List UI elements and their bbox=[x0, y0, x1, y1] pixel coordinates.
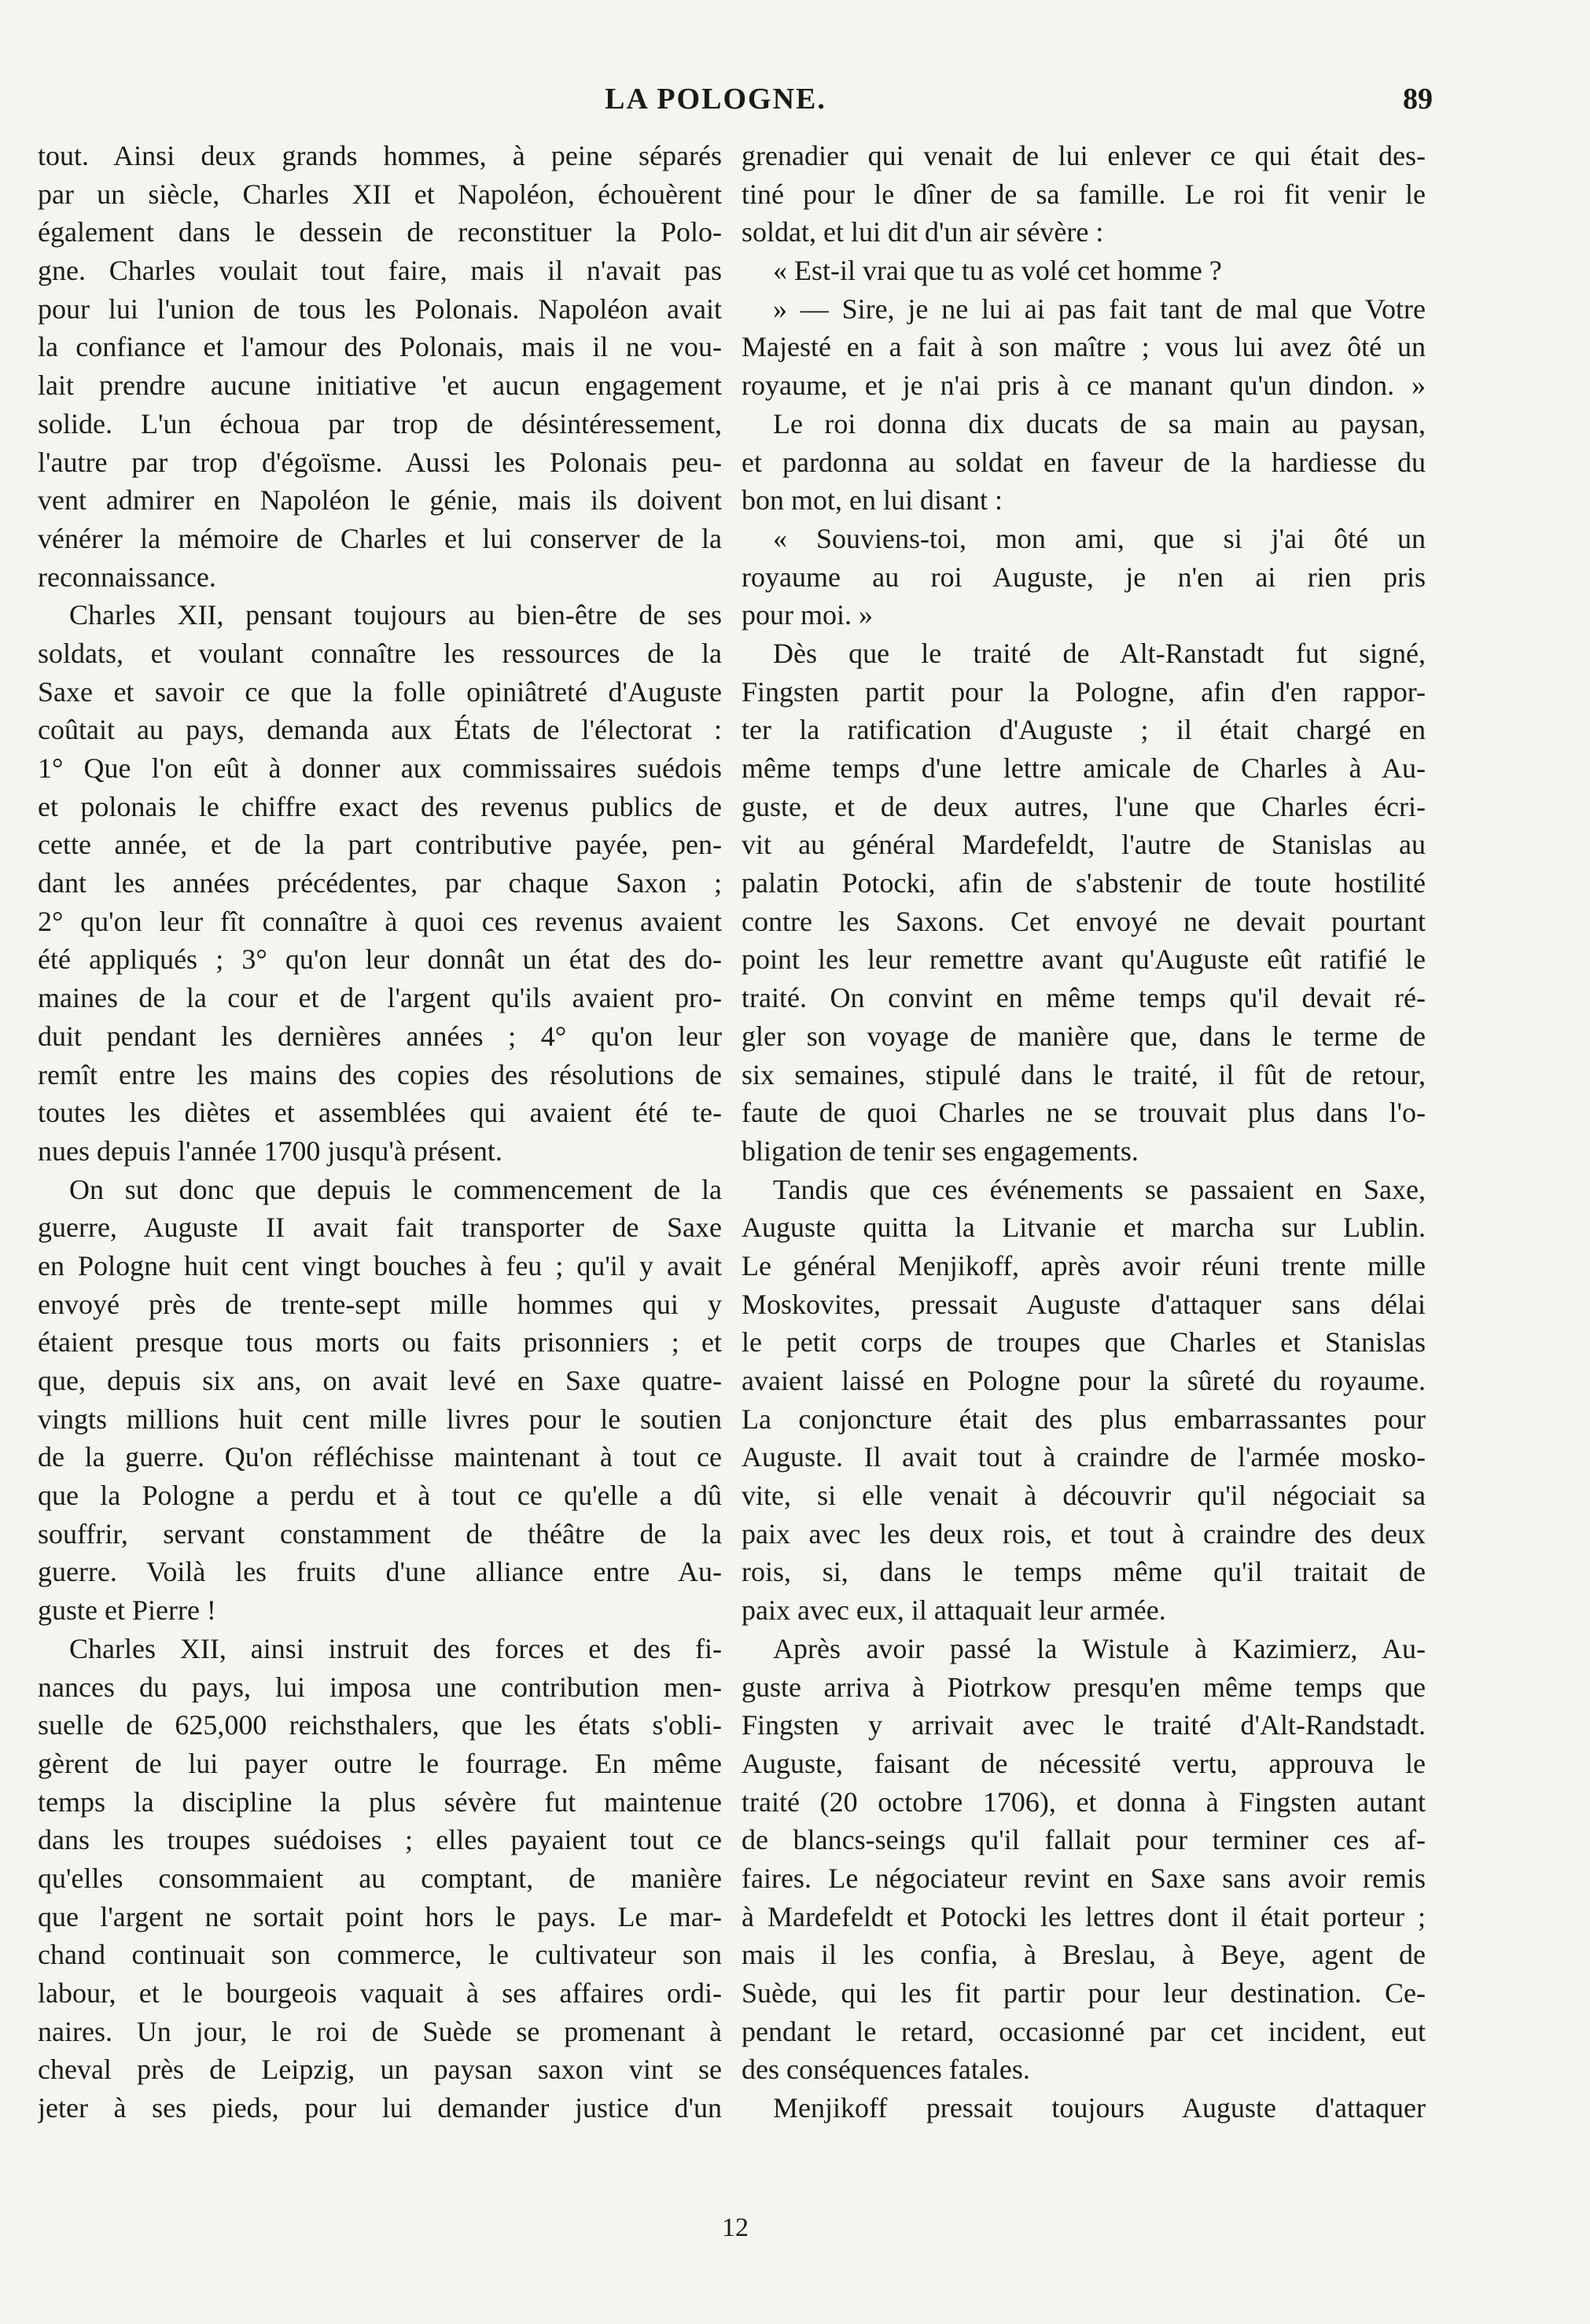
text-line: guste et Pierre ! bbox=[38, 1594, 216, 1627]
text-line: des conséquences fatales. bbox=[742, 2054, 1030, 2086]
text-line: guste arriva à Piotrkow presqu'en même temps que bbox=[742, 1671, 1426, 1703]
text-line: gèrent de lui payer outre le fourrage. En même bbox=[38, 1747, 722, 1779]
right-text-column bbox=[742, 137, 1426, 2127]
text-line: Saxe et savoir ce que la folle opiniâtreté d'Auguste bbox=[38, 675, 722, 708]
text-line: reconnaissance. bbox=[38, 561, 216, 593]
text-line: Le général Menjikoff, après avoir réuni trente mille bbox=[742, 1249, 1426, 1282]
text-line: été appliqués ; 3° qu'on leur donnât un état des do- bbox=[38, 943, 722, 976]
text-line: soldat, et lui dit d'un air sévère : bbox=[742, 216, 1104, 248]
text-line: La conjoncture était des plus embarrassantes pour bbox=[742, 1403, 1426, 1435]
text-line: Charles XII, pensant toujours au bien-être de ses bbox=[69, 599, 722, 631]
text-line: six semaines, stipulé dans le traité, il fût de retour, bbox=[742, 1058, 1426, 1090]
text-line: tout. Ainsi deux grands hommes, à peine séparés bbox=[38, 140, 722, 171]
text-line: gler son voyage de manière que, dans le terme de bbox=[742, 1020, 1426, 1052]
text-line: traité (20 octobre 1706), et donna à Fingsten autant bbox=[742, 1785, 1426, 1818]
text-line: grenadier qui venait de lui enlever ce qui était des- bbox=[742, 140, 1426, 171]
text-line: toutes les diètes et assemblées qui avaient été te- bbox=[38, 1097, 722, 1129]
text-line: « Souviens-toi, mon ami, que si j'ai ôté un bbox=[773, 522, 1426, 554]
text-line: nances du pays, lui imposa une contribution men- bbox=[38, 1671, 722, 1703]
text-line: qu'elles consommaient au comptant, de manière bbox=[38, 1862, 722, 1894]
text-line: étaient presque tous morts ou faits prisonniers ; et bbox=[38, 1326, 722, 1359]
text-line: jeter à ses pieds, pour lui demander justice d'un bbox=[38, 2092, 722, 2124]
text-line: traité. On convint en même temps qu'il devait ré- bbox=[742, 982, 1426, 1014]
text-line: ter la ratification d'Auguste ; il était chargé en bbox=[742, 714, 1426, 746]
text-line: guerre, Auguste II avait fait transporter de Saxe bbox=[38, 1212, 722, 1244]
text-line: bon mot, en lui disant : bbox=[742, 484, 1003, 517]
text-line: vent admirer en Napoléon le génie, mais ils doivent bbox=[38, 484, 722, 517]
text-line: royaume, et je n'ai pris à ce manant qu'un dindon. » bbox=[742, 370, 1426, 402]
text-line: coûtait au pays, demanda aux États de l'électorat : bbox=[38, 714, 722, 746]
text-line: rois, si, dans le temps même qu'il traitait de bbox=[742, 1556, 1426, 1588]
text-line: vite, si elle venait à découvrir qu'il négociait sa bbox=[742, 1480, 1426, 1512]
text-line: 2° qu'on leur fît connaître à quoi ces revenus avaient bbox=[38, 905, 722, 937]
signature-mark: 12 bbox=[722, 2213, 749, 2242]
text-line: et pardonna au soldat en faveur de la hardiesse du bbox=[742, 446, 1426, 478]
text-line: guste, et de deux autres, l'une que Charles écri- bbox=[742, 790, 1426, 822]
text-line: Auguste. Il avait tout à craindre de l'armée mosko- bbox=[742, 1441, 1426, 1473]
text-line: Menjikoff pressait toujours Auguste d'attaquer bbox=[773, 2092, 1426, 2124]
text-line: Le roi donna dix ducats de sa main au paysan, bbox=[773, 407, 1426, 439]
text-line: mais il les confia, à Breslau, à Beye, agent de bbox=[742, 1939, 1426, 1971]
text-line: tiné pour le dîner de sa famille. Le roi fit venir le bbox=[742, 178, 1426, 210]
text-line: l'autre par trop d'égoïsme. Aussi les Polonais peu- bbox=[38, 446, 722, 478]
text-line: guerre. Voilà les fruits d'une alliance entre Au- bbox=[38, 1556, 722, 1588]
text-line: cheval près de Leipzig, un paysan saxon vint se bbox=[38, 2054, 722, 2086]
text-line: 1° Que l'on eût à donner aux commissaires suédois bbox=[38, 752, 722, 784]
text-line: faires. Le négociateur revint en Saxe sans avoir remis bbox=[742, 1862, 1426, 1894]
text-line: également dans le dessein de reconstituer la Polo- bbox=[38, 216, 722, 248]
text-line: remît entre les mains des copies des résolutions de bbox=[38, 1058, 722, 1090]
text-line: pendant le retard, occasionné par cet incident, eut bbox=[742, 2015, 1426, 2047]
text-line: avaient laissé en Pologne pour la sûreté du royaume. bbox=[742, 1365, 1426, 1396]
text-line: envoyé près de trente-sept mille hommes qui y bbox=[38, 1288, 722, 1320]
text-line: dant les années précédentes, par chaque Saxon ; bbox=[38, 867, 722, 899]
text-line: par un siècle, Charles XII et Napoléon, échouèrent bbox=[38, 178, 722, 210]
text-line: temps la discipline la plus sévère fut maintenue bbox=[38, 1785, 722, 1818]
text-line: pour lui l'union de tous les Polonais. Napoléon avait bbox=[38, 292, 722, 325]
text-line: la confiance et l'amour des Polonais, mais il ne vou- bbox=[38, 331, 722, 363]
text-line: cette année, et de la part contributive payée, pen- bbox=[38, 829, 722, 861]
text-line: le petit corps de troupes que Charles et Stanislas bbox=[742, 1326, 1426, 1359]
running-title: LA POLOGNE. bbox=[605, 83, 826, 116]
text-line: vit au général Mardefeldt, l'autre de Stanislas au bbox=[742, 829, 1426, 861]
text-line: contre les Saxons. Cet envoyé ne devait pourtant bbox=[742, 905, 1426, 937]
text-line: vénérer la mémoire de Charles et lui conserver de la bbox=[38, 522, 722, 554]
text-line: bligation de tenir ses engagements. bbox=[742, 1134, 1139, 1167]
text-line: Moskovites, pressait Auguste d'attaquer sans délai bbox=[742, 1288, 1426, 1320]
text-line: Auguste, faisant de nécessité vertu, approuva le bbox=[742, 1747, 1426, 1779]
text-line: « Est-il vrai que tu as volé cet homme ? bbox=[773, 255, 1222, 287]
text-line: à Mardefeldt et Potocki les lettres dont il était porteur ; bbox=[742, 1900, 1426, 1932]
page-header bbox=[0, 82, 1590, 129]
text-line: que la Pologne a perdu et à tout ce qu'elle a dû bbox=[38, 1480, 722, 1512]
text-line: royaume au roi Auguste, je n'en ai rien pris bbox=[742, 561, 1426, 593]
text-line: palatin Potocki, afin de s'abstenir de toute hostilité bbox=[742, 867, 1426, 899]
text-line: labour, et le bourgeois vaquait à ses affaires ordi- bbox=[38, 1977, 722, 2009]
text-line: gne. Charles voulait tout faire, mais il n'avait pas bbox=[38, 255, 722, 287]
text-line: faute de quoi Charles ne se trouvait plus dans l'o- bbox=[742, 1097, 1426, 1129]
text-line: en Pologne huit cent vingt bouches à feu ; qu'il y avait bbox=[38, 1249, 722, 1282]
text-line: On sut donc que depuis le commencement de la bbox=[69, 1173, 722, 1205]
text-line: naires. Un jour, le roi de Suède se promenant à bbox=[38, 2015, 722, 2047]
text-line: duit pendant les dernières années ; 4° qu'on leur bbox=[38, 1020, 722, 1052]
text-line: même temps d'une lettre amicale de Charles à Au- bbox=[742, 752, 1426, 784]
text-line: Après avoir passé la Wistule à Kazimierz, Au- bbox=[773, 1632, 1426, 1664]
text-line: vingts millions huit cent mille livres pour le soutien bbox=[38, 1403, 722, 1435]
text-line: soldats, et voulant connaître les ressources de la bbox=[38, 637, 722, 669]
text-line: suelle de 625,000 reichsthalers, que les états s'obli- bbox=[38, 1709, 722, 1741]
text-line: dans les troupes suédoises ; elles payaient tout ce bbox=[38, 1824, 722, 1856]
text-line: solide. L'un échoua par trop de désintéressement, bbox=[38, 407, 722, 439]
text-line: Fingsten partit pour la Pologne, afin d'en rappor- bbox=[742, 675, 1426, 708]
text-line: chand continuait son commerce, le cultivateur son bbox=[38, 1939, 722, 1971]
text-line: que, depuis six ans, on avait levé en Saxe quatre- bbox=[38, 1365, 722, 1396]
text-line: souffrir, servant constamment de théâtre de la bbox=[38, 1517, 722, 1550]
left-text-column bbox=[38, 137, 722, 2127]
text-line: » — Sire, je ne lui ai pas fait tant de mal que Votre bbox=[773, 292, 1426, 325]
text-line: Auguste quitta la Litvanie et marcha sur Lublin. bbox=[742, 1212, 1426, 1244]
text-line: Charles XII, ainsi instruit des forces et des fi- bbox=[69, 1632, 722, 1664]
text-line: Fingsten y arrivait avec le traité d'Alt-Randstadt. bbox=[742, 1709, 1426, 1741]
text-line: Majesté en a fait à son maître ; vous lui avez ôté un bbox=[742, 331, 1426, 363]
text-line: Suède, qui les fit partir pour leur destination. Ce- bbox=[742, 1977, 1426, 2009]
text-line: paix avec eux, il attaquait leur armée. bbox=[742, 1594, 1166, 1627]
text-line: de blancs-seings qu'il fallait pour terminer ces af- bbox=[742, 1824, 1426, 1856]
text-line: que l'argent ne sortait point hors le pays. Le mar- bbox=[38, 1900, 722, 1932]
text-line: maines de la cour et de l'argent qu'ils avaient pro- bbox=[38, 982, 722, 1014]
page-number: 89 bbox=[1403, 83, 1433, 116]
text-line: Tandis que ces événements se passaient en Saxe, bbox=[773, 1173, 1426, 1205]
text-line: point les leur remettre avant qu'Auguste eût ratifié le bbox=[742, 943, 1426, 976]
text-line: et polonais le chiffre exact des revenus publics de bbox=[38, 790, 722, 822]
text-line: lait prendre aucune initiative 'et aucun engagement bbox=[38, 370, 722, 402]
text-line: paix avec les deux rois, et tout à craindre des deux bbox=[742, 1517, 1426, 1550]
text-line: pour moi. » bbox=[742, 599, 873, 631]
text-line: de la guerre. Qu'on réfléchisse maintenant à tout ce bbox=[38, 1441, 722, 1473]
text-line: nues depuis l'année 1700 jusqu'à présent. bbox=[38, 1134, 502, 1167]
text-line: Dès que le traité de Alt-Ranstadt fut signé, bbox=[773, 637, 1426, 669]
